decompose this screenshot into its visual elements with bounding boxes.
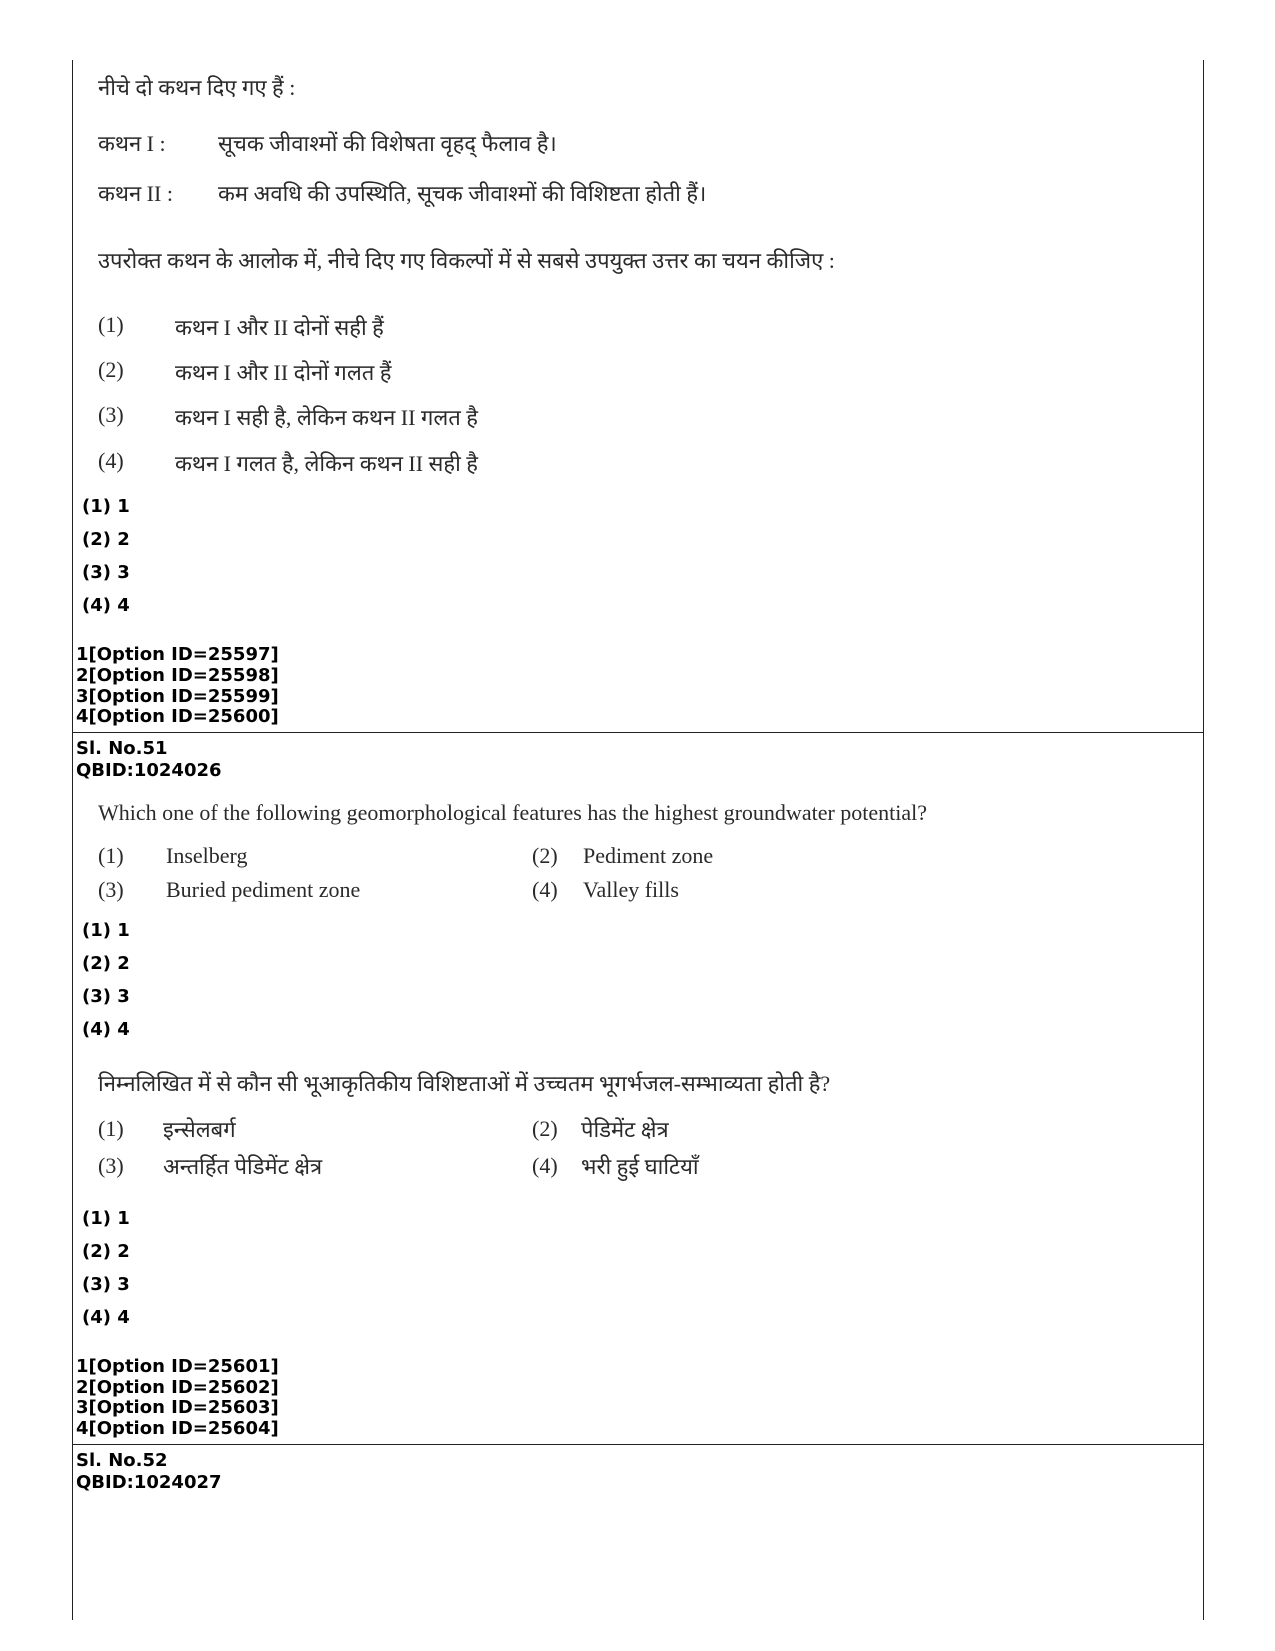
answer-choice[interactable]: (3) 3 xyxy=(82,986,130,1007)
serial-number: Sl. No.51 xyxy=(76,738,168,759)
q50-statement2-text: कम अवधि की उपस्थिति, सूचक जीवाश्मों की विशिष्टता होती हैं। xyxy=(218,181,707,206)
q50-option-num: (2) xyxy=(98,357,124,382)
answer-choice[interactable]: (2) 2 xyxy=(82,529,130,550)
q50-statement1-label: कथन I : xyxy=(98,131,166,156)
q51-option-text: इन्सेलबर्ग xyxy=(163,1117,236,1142)
answer-choice[interactable]: (1) 1 xyxy=(82,496,130,517)
q50-statement2-label: कथन II : xyxy=(98,181,173,206)
q51-option-text: पेडिमेंट क्षेत्र xyxy=(581,1117,669,1142)
option-id: 2[Option ID=25602] xyxy=(76,1377,279,1398)
q50-option-text: कथन I गलत है, लेकिन कथन II सही है xyxy=(175,451,478,476)
q51-option-text: Valley fills xyxy=(583,877,679,902)
answer-choice[interactable]: (4) 4 xyxy=(82,595,130,616)
q50-intro: नीचे दो कथन दिए गए हैं : xyxy=(98,75,296,100)
q50-instruction: उपरोक्त कथन के आलोक में, नीचे दिए गए विकल्पों में से सबसे उपयुक्त उत्तर का चयन कीजिए : xyxy=(98,248,835,273)
page-frame xyxy=(72,60,1204,1620)
qbid: QBID:1024026 xyxy=(76,760,222,781)
option-id: 2[Option ID=25598] xyxy=(76,665,279,686)
q50-option-num: (1) xyxy=(98,312,124,337)
q51-option-num: (1) xyxy=(98,843,124,868)
answer-choice[interactable]: (1) 1 xyxy=(82,920,130,941)
q51-option-text: अन्तर्हित पेडिमेंट क्षेत्र xyxy=(163,1154,323,1179)
answer-choice[interactable]: (4) 4 xyxy=(82,1307,130,1328)
answer-choice[interactable]: (2) 2 xyxy=(82,953,130,974)
qbid: QBID:1024027 xyxy=(76,1472,222,1493)
question-divider xyxy=(73,732,1203,733)
option-id: 1[Option ID=25597] xyxy=(76,644,279,665)
q51-option-num: (3) xyxy=(98,877,124,902)
answer-choice[interactable]: (1) 1 xyxy=(82,1208,130,1229)
q51-option-num: (4) xyxy=(532,1153,558,1178)
q51-option-num: (2) xyxy=(532,1116,558,1141)
q51-option-num: (1) xyxy=(98,1116,124,1141)
q51-option-text: Pediment zone xyxy=(583,843,714,868)
q51-option-text: Inselberg xyxy=(166,843,248,868)
q50-option-text: कथन I सही है, लेकिन कथन II गलत है xyxy=(175,405,478,430)
q50-option-num: (4) xyxy=(98,448,124,473)
q51-question-en: Which one of the following geomorphological features has the highest groundwater potential? xyxy=(98,800,928,825)
q50-statement1-text: सूचक जीवाश्मों की विशेषता वृहद् फैलाव है। xyxy=(218,131,557,156)
option-id: 3[Option ID=25603] xyxy=(76,1397,279,1418)
serial-number: Sl. No.52 xyxy=(76,1450,168,1471)
q51-option-text: Buried pediment zone xyxy=(166,877,361,902)
q51-option-num: (4) xyxy=(532,877,558,902)
option-id: 4[Option ID=25600] xyxy=(76,706,279,727)
q50-option-num: (3) xyxy=(98,402,124,427)
question-divider xyxy=(73,1444,1203,1445)
q51-question-hi: निम्नलिखित में से कौन सी भूआकृतिकीय विशिष्टताओं में उच्चतम भूगर्भजल-सम्भाव्यता होती है? xyxy=(98,1071,831,1096)
option-id: 1[Option ID=25601] xyxy=(76,1356,279,1377)
option-id: 3[Option ID=25599] xyxy=(76,686,279,707)
q51-option-num: (3) xyxy=(98,1153,124,1178)
answer-choice[interactable]: (3) 3 xyxy=(82,562,130,583)
answer-choice[interactable]: (4) 4 xyxy=(82,1019,130,1040)
answer-choice[interactable]: (3) 3 xyxy=(82,1274,130,1295)
q51-option-num: (2) xyxy=(532,843,558,868)
q51-option-text: भरी हुई घाटियाँ xyxy=(581,1154,699,1179)
option-id: 4[Option ID=25604] xyxy=(76,1418,279,1439)
q50-option-text: कथन I और II दोनों गलत हैं xyxy=(175,360,392,385)
q50-option-text: कथन I और II दोनों सही हैं xyxy=(175,315,384,340)
answer-choice[interactable]: (2) 2 xyxy=(82,1241,130,1262)
